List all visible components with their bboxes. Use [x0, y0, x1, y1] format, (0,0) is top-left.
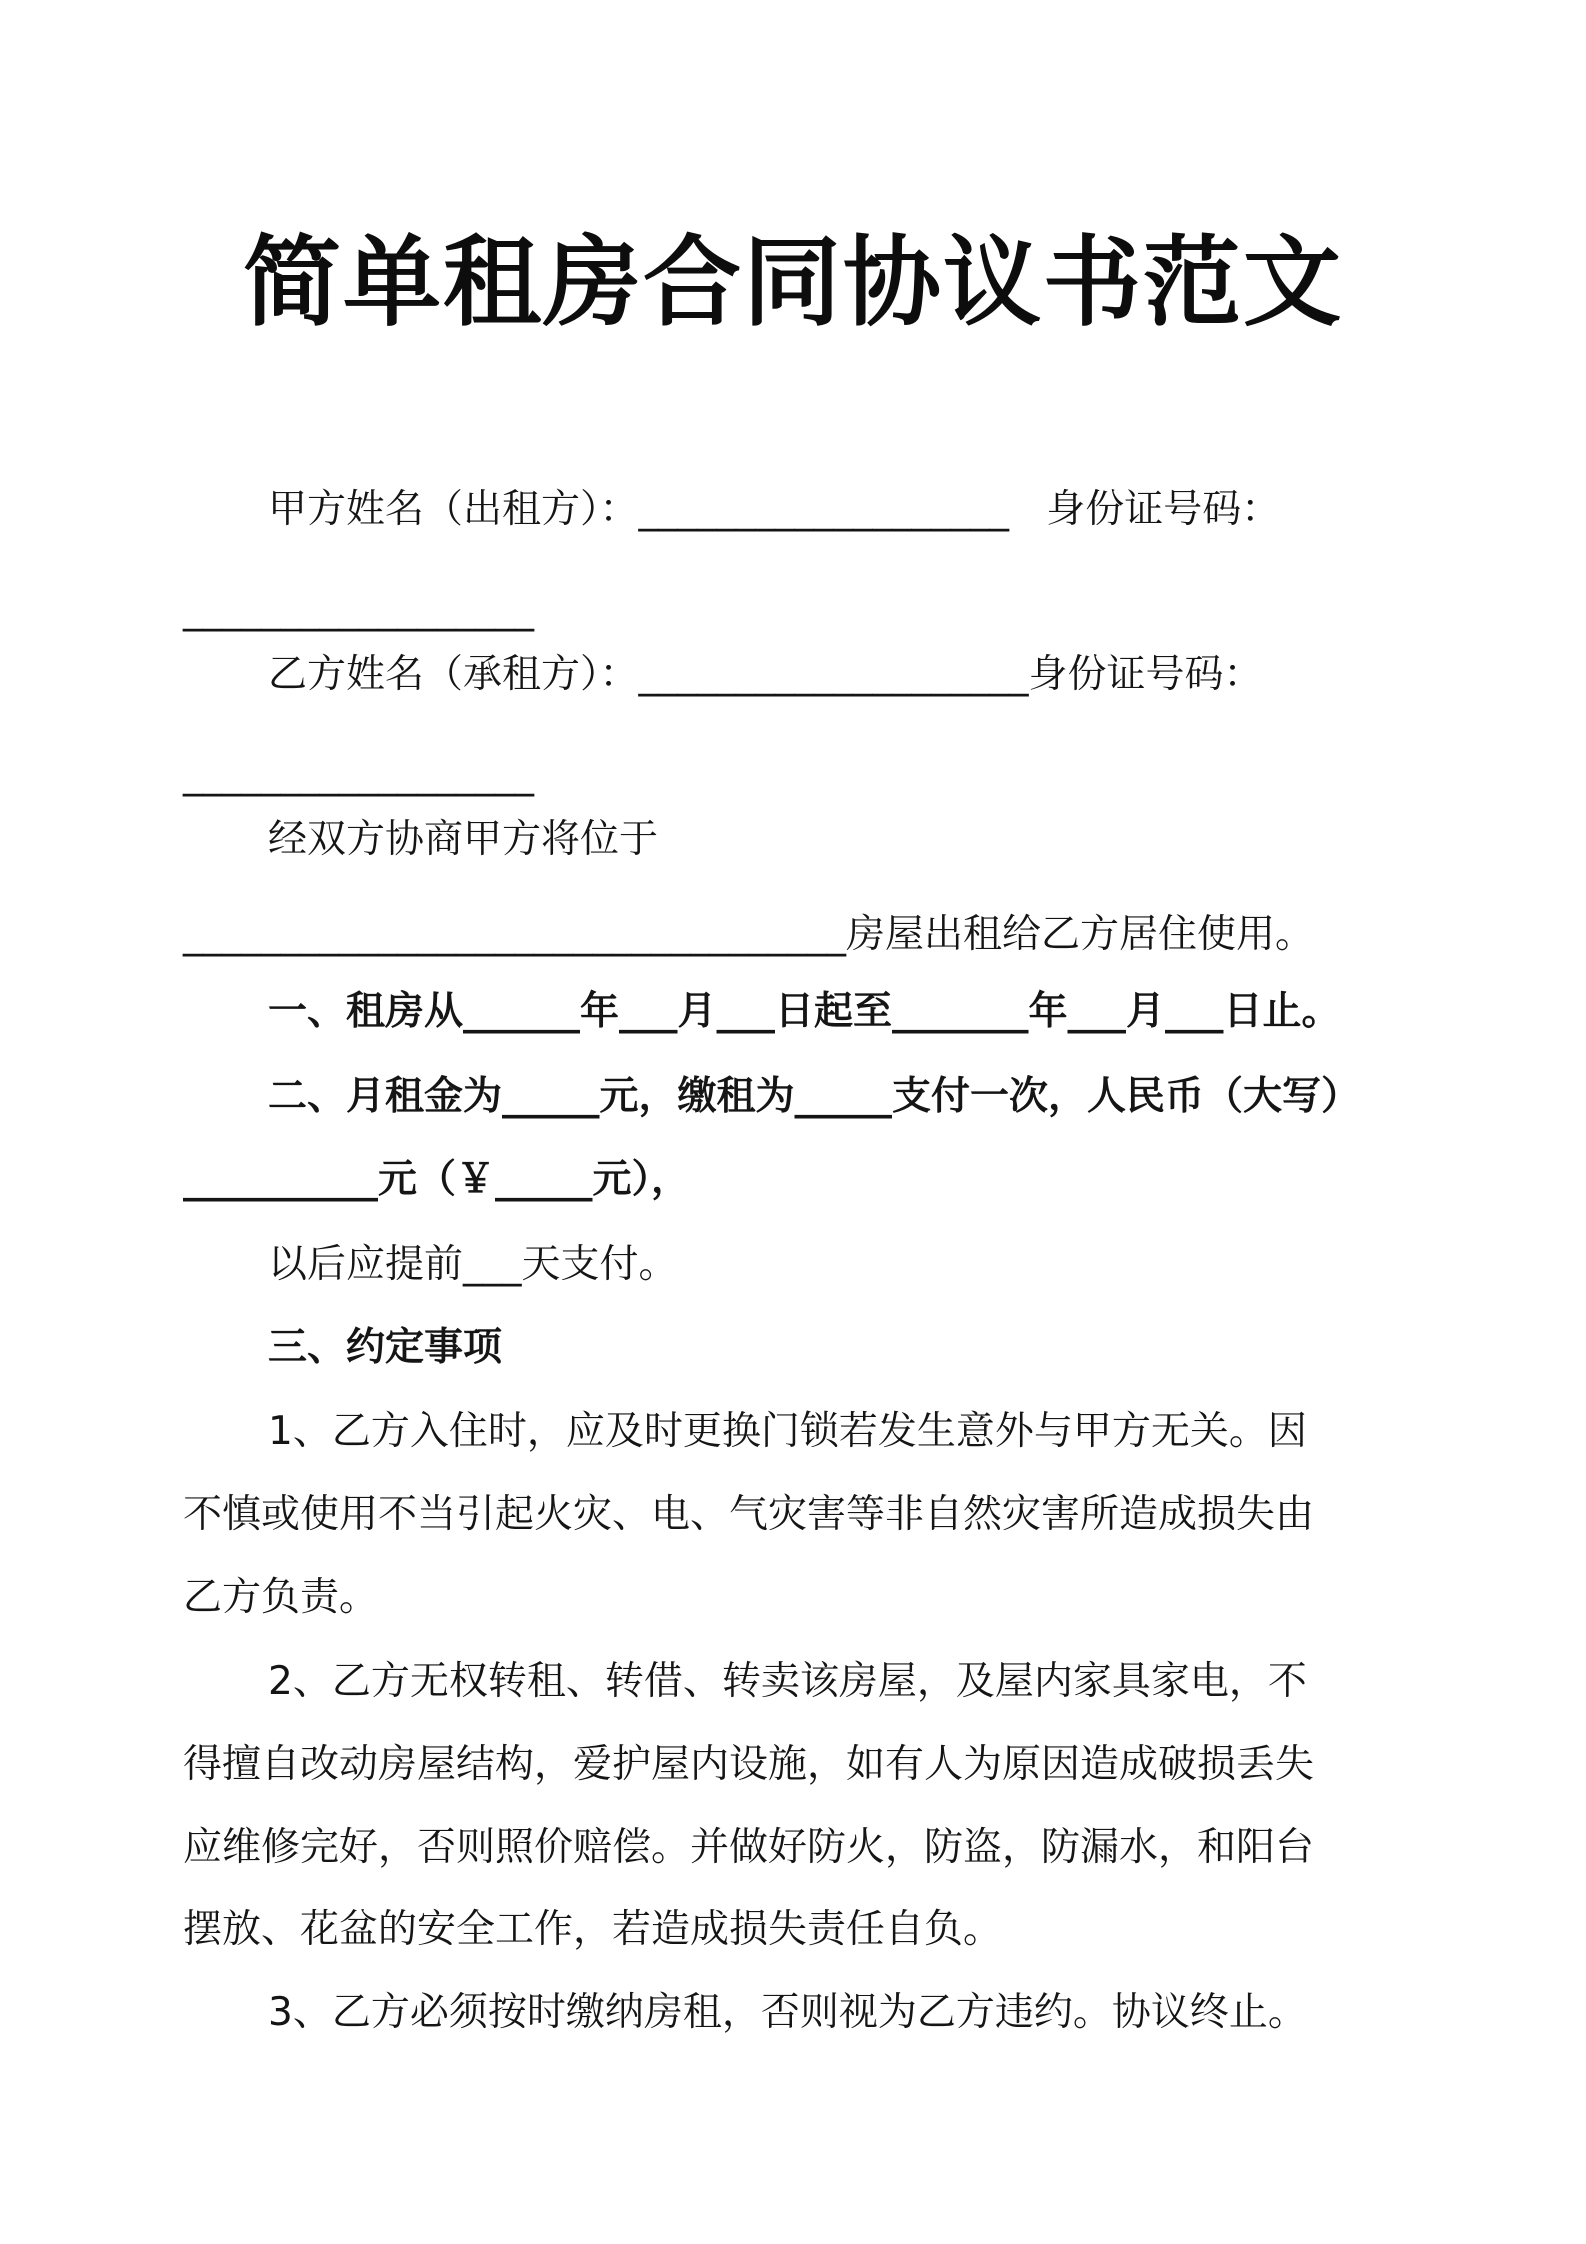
party-b-line: 乙方姓名（承租方）：____________________身份证号码：	[268, 652, 1263, 697]
party-a-id-blank: __________________	[183, 587, 534, 632]
item-1-line-3: 乙方负责。	[183, 1575, 379, 1620]
agreement-intro: 经双方协商甲方将位于	[268, 817, 659, 862]
document-title: 简单租房合同协议书范文	[242, 226, 1343, 340]
item-1-line-1: 1、乙方入住时，应及时更换门锁若发生意外与甲方无关。因	[268, 1409, 1307, 1454]
clause-2-rent-amount: __________元（￥_____元），	[183, 1157, 691, 1202]
clause-3-heading: 三、约定事项	[268, 1325, 503, 1370]
item-1-line-2: 不慎或使用不当引起火灾、电、气灾害等非自然灾害所造成损失由	[183, 1492, 1315, 1537]
item-2-line-1: 2、乙方无权转租、转借、转卖该房屋，及屋内家具家电，不	[268, 1659, 1307, 1704]
party-a-line: 甲方姓名（出租方）：___________________ 身份证号码：	[268, 487, 1281, 532]
clause-2-rent: 二、月租金为_____元，缴租为_____支付一次，人民币（大写）	[268, 1074, 1361, 1119]
item-2-line-3: 应维修完好，否则照价赔偿。并做好防火，防盗，防漏水，和阳台	[183, 1825, 1315, 1870]
item-3-line-1: 3、乙方必须按时缴纳房租，否则视为乙方违约。协议终止。	[268, 1990, 1307, 2035]
item-2-line-4: 摆放、花盆的安全工作，若造成损失责任自负。	[183, 1907, 1003, 1952]
item-2-line-2: 得擅自改动房屋结构，爱护屋内设施，如有人为原因造成破损丢失	[183, 1742, 1315, 1787]
property-address-line: __________________________________房屋出租给乙方居住使用。	[183, 912, 1315, 957]
clause-1-term: 一、租房从______年___月___日起至_______年___月___日止。	[268, 989, 1341, 1034]
clause-2-advance: 以后应提前___天支付。	[268, 1242, 678, 1287]
party-b-id-blank: __________________	[183, 752, 534, 797]
